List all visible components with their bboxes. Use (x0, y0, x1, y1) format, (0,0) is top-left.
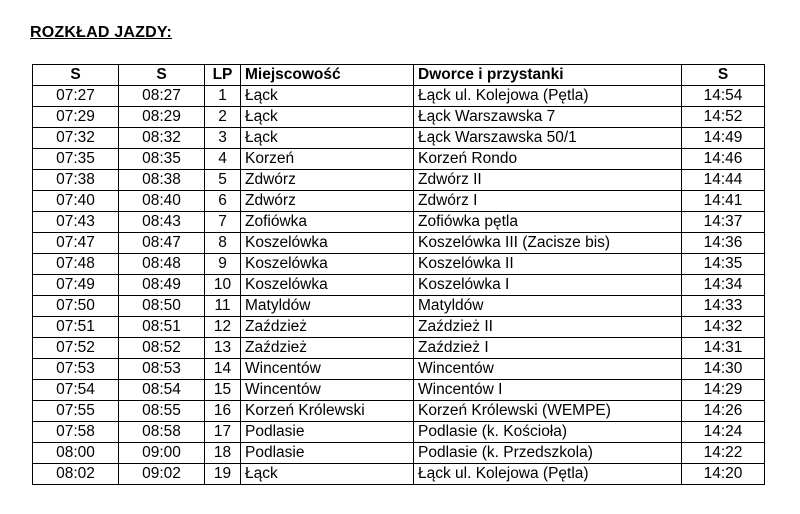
return-time: 14:24 (682, 422, 765, 443)
stop-number: 15 (205, 380, 241, 401)
locality: Zofiówka (241, 212, 414, 233)
header-stop-number: LP (205, 65, 241, 86)
table-row (33, 128, 765, 149)
stop-number: 16 (205, 401, 241, 422)
departure-time-1: 07:43 (33, 212, 119, 233)
table-row (33, 107, 765, 128)
page-title: ROZKŁAD JAZDY: (30, 24, 173, 41)
locality: Wincentów (241, 359, 414, 380)
stop-number: 7 (205, 212, 241, 233)
table-row (33, 233, 765, 254)
departure-time-2: 08:52 (119, 338, 205, 359)
departure-time-2: 08:27 (119, 86, 205, 107)
return-time: 14:41 (682, 191, 765, 212)
return-time: 14:30 (682, 359, 765, 380)
return-time: 14:22 (682, 443, 765, 464)
locality: Zdwórz (241, 170, 414, 191)
departure-time-1: 08:02 (33, 464, 119, 485)
return-time: 14:32 (682, 317, 765, 338)
stop-name: Koszelówka II (414, 254, 682, 275)
departure-time-1: 07:40 (33, 191, 119, 212)
departure-time-2: 09:02 (119, 464, 205, 485)
return-time: 14:36 (682, 233, 765, 254)
departure-time-1: 07:54 (33, 380, 119, 401)
stop-name: Podlasie (k. Przedszkola) (414, 443, 682, 464)
departure-time-1: 07:51 (33, 317, 119, 338)
locality: Korzeń Królewski (241, 401, 414, 422)
departure-time-1: 07:47 (33, 233, 119, 254)
departure-time-2: 08:55 (119, 401, 205, 422)
stop-name: Łąck Warszawska 7 (414, 107, 682, 128)
locality: Koszelówka (241, 275, 414, 296)
locality: Korzeń (241, 149, 414, 170)
departure-time-1: 07:32 (33, 128, 119, 149)
stop-number: 13 (205, 338, 241, 359)
departure-time-1: 07:55 (33, 401, 119, 422)
table-row (33, 401, 765, 422)
departure-time-2: 08:54 (119, 380, 205, 401)
stop-number: 12 (205, 317, 241, 338)
header-stops: Dworce i przystanki (414, 65, 682, 86)
departure-time-1: 07:58 (33, 422, 119, 443)
table-row (33, 443, 765, 464)
table-row (33, 170, 765, 191)
departure-time-1: 07:53 (33, 359, 119, 380)
locality: Podlasie (241, 422, 414, 443)
locality: Łąck (241, 128, 414, 149)
table-row (33, 359, 765, 380)
departure-time-2: 08:35 (119, 149, 205, 170)
return-time: 14:52 (682, 107, 765, 128)
locality: Koszelówka (241, 233, 414, 254)
stop-name: Koszelówka I (414, 275, 682, 296)
stop-number: 8 (205, 233, 241, 254)
departure-time-1: 08:00 (33, 443, 119, 464)
stop-number: 2 (205, 107, 241, 128)
locality: Łąck (241, 107, 414, 128)
stop-number: 18 (205, 443, 241, 464)
departure-time-2: 08:49 (119, 275, 205, 296)
stop-number: 19 (205, 464, 241, 485)
table-row (33, 86, 765, 107)
table-row (33, 296, 765, 317)
departure-time-2: 08:51 (119, 317, 205, 338)
locality: Zaździeż (241, 338, 414, 359)
stop-name: Matyldów (414, 296, 682, 317)
departure-time-2: 08:40 (119, 191, 205, 212)
stop-name: Łąck ul. Kolejowa (Pętla) (414, 464, 682, 485)
departure-time-1: 07:27 (33, 86, 119, 107)
stop-number: 6 (205, 191, 241, 212)
departure-time-2: 09:00 (119, 443, 205, 464)
locality: Zaździeż (241, 317, 414, 338)
departure-time-2: 08:29 (119, 107, 205, 128)
table-row (33, 380, 765, 401)
departure-time-1: 07:50 (33, 296, 119, 317)
departure-time-2: 08:32 (119, 128, 205, 149)
stop-name: Podlasie (k. Kościoła) (414, 422, 682, 443)
return-time: 14:37 (682, 212, 765, 233)
departure-time-2: 08:48 (119, 254, 205, 275)
departure-time-1: 07:52 (33, 338, 119, 359)
header-departure-2: S (119, 65, 205, 86)
table-row (33, 191, 765, 212)
departure-time-1: 07:48 (33, 254, 119, 275)
departure-time-1: 07:35 (33, 149, 119, 170)
departure-time-1: 07:38 (33, 170, 119, 191)
header-departure-1: S (33, 65, 119, 86)
return-time: 14:20 (682, 464, 765, 485)
locality: Matyldów (241, 296, 414, 317)
locality: Koszelówka (241, 254, 414, 275)
header-return: S (682, 65, 765, 86)
locality: Podlasie (241, 443, 414, 464)
stop-name: Wincentów (414, 359, 682, 380)
stop-number: 5 (205, 170, 241, 191)
departure-time-1: 07:49 (33, 275, 119, 296)
table-row (33, 212, 765, 233)
locality: Wincentów (241, 380, 414, 401)
return-time: 14:49 (682, 128, 765, 149)
table-row (33, 275, 765, 296)
stop-number: 3 (205, 128, 241, 149)
locality: Łąck (241, 86, 414, 107)
departure-time-2: 08:58 (119, 422, 205, 443)
stop-name: Zdwórz II (414, 170, 682, 191)
table-row (33, 317, 765, 338)
stop-name: Łąck ul. Kolejowa (Pętla) (414, 86, 682, 107)
stop-number: 1 (205, 86, 241, 107)
return-time: 14:31 (682, 338, 765, 359)
return-time: 14:46 (682, 149, 765, 170)
locality: Łąck (241, 464, 414, 485)
return-time: 14:26 (682, 401, 765, 422)
stop-name: Łąck Warszawska 50/1 (414, 128, 682, 149)
stop-number: 9 (205, 254, 241, 275)
departure-time-2: 08:47 (119, 233, 205, 254)
stop-number: 4 (205, 149, 241, 170)
stop-name: Zaździeż II (414, 317, 682, 338)
stop-name: Zofiówka pętla (414, 212, 682, 233)
stop-number: 10 (205, 275, 241, 296)
header-locality: Miejscowość (241, 65, 414, 86)
return-time: 14:44 (682, 170, 765, 191)
stop-name: Zdwórz I (414, 191, 682, 212)
timetable-body (33, 86, 765, 485)
return-time: 14:54 (682, 86, 765, 107)
return-time: 14:33 (682, 296, 765, 317)
return-time: 14:35 (682, 254, 765, 275)
return-time: 14:29 (682, 380, 765, 401)
departure-time-2: 08:43 (119, 212, 205, 233)
stop-name: Korzeń Królewski (WEMPE) (414, 401, 682, 422)
departure-time-2: 08:38 (119, 170, 205, 191)
table-row (33, 464, 765, 485)
stop-number: 11 (205, 296, 241, 317)
stop-name: Zaździeż I (414, 338, 682, 359)
stop-name: Wincentów I (414, 380, 682, 401)
timetable-header (33, 65, 765, 86)
table-row (33, 338, 765, 359)
departure-time-2: 08:50 (119, 296, 205, 317)
stop-name: Korzeń Rondo (414, 149, 682, 170)
timetable (32, 64, 765, 485)
stop-name: Koszelówka III (Zacisze bis) (414, 233, 682, 254)
locality: Zdwórz (241, 191, 414, 212)
return-time: 14:34 (682, 275, 765, 296)
table-row (33, 149, 765, 170)
stop-number: 14 (205, 359, 241, 380)
departure-time-2: 08:53 (119, 359, 205, 380)
table-row (33, 254, 765, 275)
table-row (33, 422, 765, 443)
stop-number: 17 (205, 422, 241, 443)
header-row (33, 65, 765, 86)
departure-time-1: 07:29 (33, 107, 119, 128)
